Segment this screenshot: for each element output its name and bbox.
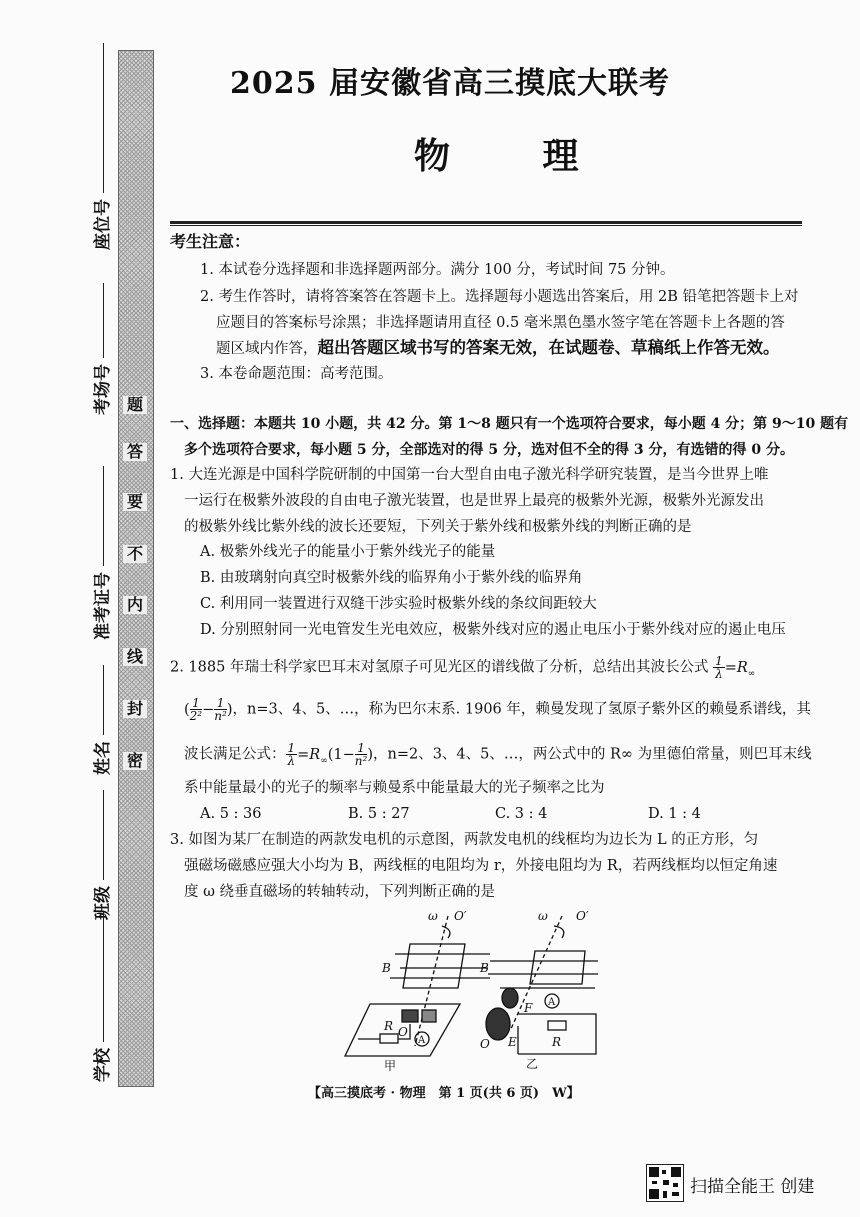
- figure-label: O′: [454, 909, 467, 923]
- class-field[interactable]: 班级: [88, 790, 113, 920]
- seal-char: 题: [123, 396, 147, 414]
- seat-number-field[interactable]: 座位号: [88, 43, 113, 250]
- figure-label: A: [418, 1035, 426, 1046]
- exam-title: 2025 届安徽省高三摸底大联考: [230, 66, 670, 101]
- figure-label: R: [552, 1035, 562, 1049]
- notice-heading: 考生注意：: [170, 232, 251, 251]
- figure-label: A: [548, 997, 556, 1008]
- notice-item: 题区域内作答，超出答题区域书写的答案无效，在试题卷、草稿纸上作答无效。: [216, 338, 780, 357]
- question-text: 2. 1885 年瑞士科学家巴耳末对氢原子可见光区的谱线做了分析，总结出其波长公式 $\frac{1}{\lambda}$ $=R_\infty$: [170, 654, 756, 681]
- figure-label: R: [384, 1019, 394, 1033]
- figure-label: F: [524, 1001, 533, 1015]
- option: C. 3 : 4: [495, 806, 548, 822]
- seal-char: 密: [123, 752, 147, 770]
- question-text: 波长满足公式： $\frac{1}{\lambda}$ $=R_\infty(1-$ $\frac{1}{\text{n²}}$ )，n=2、3、4、5、…，两公式中的 R∞ 为里德伯常量，则巴耳末线: [184, 741, 812, 768]
- binding-strip: [118, 50, 154, 1087]
- seal-char: 答: [123, 443, 147, 461]
- option: B. 由玻璃射向真空时极紫外线的临界角小于紫外线的临界角: [200, 570, 583, 586]
- divider: [170, 225, 802, 226]
- figure-label: ω: [428, 909, 438, 923]
- name-field[interactable]: 姓名: [88, 665, 113, 775]
- figure-label: O′: [576, 909, 589, 923]
- notice-item: 3. 本卷命题范围：高考范围。: [200, 366, 393, 382]
- question-text: 的极紫外线比紫外线的波长还要短，下列关于紫外线和极紫外线的判断正确的是: [184, 519, 692, 535]
- notice-item: 2. 考生作答时，请将答案答在答题卡上。选择题每小题选出答案后，用 2B 铅笔把答题卡上对: [200, 289, 799, 305]
- figure-label: B: [382, 961, 391, 975]
- option: C. 利用同一装置进行双缝干涉实验时极紫外线的条纹间距较大: [200, 596, 597, 612]
- scanner-watermark: 扫描全能王 创建: [690, 1177, 815, 1197]
- admission-number-field[interactable]: 准考证号: [88, 466, 113, 640]
- seal-char: 线: [123, 648, 147, 666]
- figure-label: O: [480, 1037, 490, 1051]
- notice-item: 应题目的答案标号涂黑；非选择题请用直径 0.5 毫米黑色墨水签字笔在答题卡上各题的答: [216, 315, 785, 331]
- exam-room-field[interactable]: 考场号: [88, 283, 113, 415]
- seal-char: 不: [123, 545, 147, 563]
- question-text: 一运行在极紫外波段的自由电子激光装置，也是世界上最亮的极紫外光源，极紫外光源发出: [184, 493, 764, 509]
- formula: ( $\frac{1}{\text{2²}}$ − $\frac{1}{\text{n²}}$ ): [184, 696, 233, 723]
- figure-label: E: [508, 1035, 517, 1049]
- divider: [170, 221, 802, 224]
- section-heading: 多个选项符合要求，每小题 5 分，全部选对的得 5 分，选对但不全的得 3 分，有选错的得 0 分。: [184, 442, 794, 458]
- figure-label: O: [398, 1025, 408, 1039]
- subject-title: 物 理: [414, 135, 619, 177]
- seal-char: 内: [123, 596, 147, 614]
- formula: $\frac{1}{\lambda}$: [715, 654, 723, 681]
- question-text: 系中能量最小的光子的频率与赖曼系中能量最大的光子频率之比为: [184, 780, 605, 796]
- figure-label: 甲: [384, 1059, 397, 1073]
- option: A. 5 : 36: [200, 806, 262, 822]
- option: A. 极紫外线光子的能量小于紫外线光子的能量: [200, 544, 496, 560]
- question-text: 1. 大连光源是中国科学院研制的中国第一台大型自由电子激光科学研究装置，是当今世界上唯: [170, 467, 769, 483]
- qr-code-icon: [646, 1164, 684, 1202]
- figure-label: 乙: [526, 1057, 539, 1071]
- option: D. 分别照射同一光电管发生光电效应，极紫外线对应的遏止电压小于紫外线对应的遏止电压: [200, 622, 786, 638]
- figure-label: ω: [538, 909, 548, 923]
- notice-emphasis: 超出答题区域书写的答案无效，在试题卷、草稿纸上作答无效。: [317, 338, 780, 357]
- seal-char: 要: [123, 493, 147, 511]
- question-text: 强磁场磁感应强大小均为 B，两线框的电阻均为 r，外接电阻均为 R，若两线框均以恒定角速: [184, 858, 778, 874]
- question-text: ( $\frac{1}{\text{2²}}$ − $\frac{1}{\text{n²}}$ )，n=3、4、5、…，称为巴尔末系. 1906 年，赖曼发现了氢原子紫外区的赖曼系谱线，其: [184, 696, 811, 723]
- section-heading: 一、选择题：本题共 10 小题，共 42 分。第 1～8 题只有一个选项符合要求，每小题 4 分；第 9～10 题有: [170, 416, 849, 432]
- question-text: 3. 如图为某厂在制造的两款发电机的示意图，两款发电机的线框均为边长为 L 的正方形，匀: [170, 832, 759, 848]
- seal-char: 封: [123, 700, 147, 718]
- notice-item: 1. 本试卷分选择题和非选择题两部分。满分 100 分，考试时间 75 分钟。: [200, 262, 675, 278]
- option: D. 1 : 4: [648, 806, 701, 822]
- generator-figure: [340, 906, 610, 1074]
- option: B. 5 : 27: [348, 806, 410, 822]
- school-field[interactable]: 学校: [88, 912, 113, 1082]
- page-footer: 【高三摸底考 · 物理 第 1 页(共 6 页) W】: [308, 1086, 580, 1101]
- question-text: 度 ω 绕垂直磁场的转轴转动，下列判断正确的是: [184, 884, 496, 900]
- figure-label: B: [480, 961, 489, 975]
- formula: $\frac{1}{\lambda}$ $=R_\infty(1-$ $\frac{1}{\text{n²}}$ ): [287, 741, 373, 768]
